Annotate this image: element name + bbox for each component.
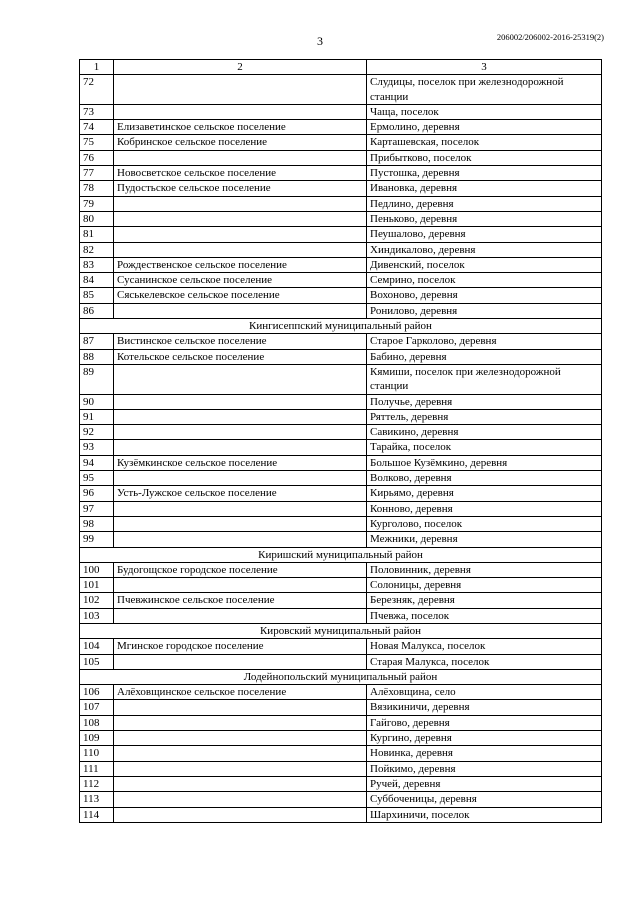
locality-name: Старая Малукса, поселок: [367, 654, 602, 669]
table-row: [80, 273, 602, 288]
settlement-municipality: [114, 654, 367, 669]
settlement-municipality: [114, 425, 367, 440]
row-number: 89: [80, 364, 114, 394]
table-row: [80, 242, 602, 257]
settlement-municipality: [114, 196, 367, 211]
settlement-municipality: Котельское сельское поселение: [114, 349, 367, 364]
settlement-municipality: [114, 532, 367, 547]
row-number: 78: [80, 181, 114, 196]
locality-name: Савикино, деревня: [367, 425, 602, 440]
row-number: 108: [80, 715, 114, 730]
table-body: [80, 75, 602, 823]
table-row: [80, 654, 602, 669]
table-row: [80, 471, 602, 486]
settlement-municipality: [114, 104, 367, 119]
header-col-1: 1: [80, 60, 114, 75]
row-number: 75: [80, 135, 114, 150]
table-row: [80, 166, 602, 181]
settlement-municipality: Пчевжинское сельское поселение: [114, 593, 367, 608]
table-row: [80, 532, 602, 547]
settlements-table: [79, 59, 602, 823]
table-row: [80, 562, 602, 577]
locality-name: Карташевская, поселок: [367, 135, 602, 150]
locality-name: Бабино, деревня: [367, 349, 602, 364]
table-row: [80, 257, 602, 272]
settlement-municipality: Будогощское городское поселение: [114, 562, 367, 577]
table-row: [80, 715, 602, 730]
locality-name: Семрино, поселок: [367, 273, 602, 288]
locality-name: Половинник, деревня: [367, 562, 602, 577]
locality-name: Новинка, деревня: [367, 746, 602, 761]
row-number: 95: [80, 471, 114, 486]
settlement-municipality: Кузёмкинское сельское поселение: [114, 455, 367, 470]
district-section-row: [80, 547, 602, 562]
table-row: [80, 486, 602, 501]
row-number: 79: [80, 196, 114, 211]
row-number: 97: [80, 501, 114, 516]
settlement-municipality: Рождественское сельское поселение: [114, 257, 367, 272]
settlement-municipality: [114, 242, 367, 257]
table-row: [80, 776, 602, 791]
row-number: 90: [80, 394, 114, 409]
settlement-municipality: [114, 75, 367, 105]
document-code: 206002/206002-2016-25319(2): [496, 32, 604, 42]
table-row: [80, 211, 602, 226]
table-row: [80, 593, 602, 608]
header-col-3: 3: [367, 60, 602, 75]
district-title: Лодейнопольский муниципальный район: [80, 669, 602, 684]
locality-name: Солоницы, деревня: [367, 578, 602, 593]
settlement-municipality: [114, 731, 367, 746]
locality-name: Ручей, деревня: [367, 776, 602, 791]
locality-name: Вязикиничи, деревня: [367, 700, 602, 715]
row-number: 76: [80, 150, 114, 165]
table-row: [80, 196, 602, 211]
locality-name: Хиндикалово, деревня: [367, 242, 602, 257]
locality-name: Ивановка, деревня: [367, 181, 602, 196]
settlement-municipality: [114, 516, 367, 531]
locality-name: Ронилово, деревня: [367, 303, 602, 318]
district-title: Кировский муниципальный район: [80, 623, 602, 638]
settlement-municipality: Елизаветинское сельское поселение: [114, 120, 367, 135]
table-row: [80, 685, 602, 700]
locality-name: Пчевжа, поселок: [367, 608, 602, 623]
settlement-municipality: [114, 211, 367, 226]
row-number: 85: [80, 288, 114, 303]
table-row: [80, 425, 602, 440]
row-number: 101: [80, 578, 114, 593]
row-number: 81: [80, 227, 114, 242]
page-number: 3: [317, 34, 323, 48]
row-number: 96: [80, 486, 114, 501]
settlement-municipality: [114, 303, 367, 318]
settlement-municipality: Алёховщинское сельское поселение: [114, 685, 367, 700]
settlement-municipality: [114, 807, 367, 822]
row-number: 112: [80, 776, 114, 791]
settlement-municipality: [114, 746, 367, 761]
district-section-row: [80, 623, 602, 638]
locality-name: Прибытково, поселок: [367, 150, 602, 165]
district-section-row: [80, 669, 602, 684]
table-row: [80, 516, 602, 531]
table-row: [80, 150, 602, 165]
locality-name: Вохоново, деревня: [367, 288, 602, 303]
row-number: 111: [80, 761, 114, 776]
table-row: [80, 639, 602, 654]
settlement-municipality: [114, 792, 367, 807]
header-col-2: 2: [114, 60, 367, 75]
table-row: [80, 501, 602, 516]
settlement-municipality: [114, 761, 367, 776]
locality-name: Гайгово, деревня: [367, 715, 602, 730]
table-row: [80, 746, 602, 761]
district-title: Киришский муниципальный район: [80, 547, 602, 562]
locality-name: Суббоченицы, деревня: [367, 792, 602, 807]
locality-name: Новая Малукса, поселок: [367, 639, 602, 654]
settlement-municipality: [114, 409, 367, 424]
locality-name: Кирьямо, деревня: [367, 486, 602, 501]
row-number: 83: [80, 257, 114, 272]
locality-name: Пустошка, деревня: [367, 166, 602, 181]
table-row: [80, 104, 602, 119]
settlement-municipality: Мгинское городское поселение: [114, 639, 367, 654]
row-number: 99: [80, 532, 114, 547]
row-number: 86: [80, 303, 114, 318]
settlement-municipality: Усть-Лужское сельское поселение: [114, 486, 367, 501]
table-row: [80, 394, 602, 409]
row-number: 88: [80, 349, 114, 364]
row-number: 93: [80, 440, 114, 455]
table-row: [80, 349, 602, 364]
locality-name: Слудицы, поселок при железнодорожной станции: [367, 75, 602, 105]
settlement-municipality: [114, 471, 367, 486]
row-number: 82: [80, 242, 114, 257]
table-row: [80, 440, 602, 455]
locality-name: Волково, деревня: [367, 471, 602, 486]
locality-name: Педлино, деревня: [367, 196, 602, 211]
locality-name: Чаща, поселок: [367, 104, 602, 119]
locality-name: Дивенский, поселок: [367, 257, 602, 272]
header-row: [80, 60, 602, 75]
locality-name: Пеушалово, деревня: [367, 227, 602, 242]
settlement-municipality: [114, 578, 367, 593]
locality-name: Кямиши, поселок при железнодорожной станции: [367, 364, 602, 394]
row-number: 84: [80, 273, 114, 288]
row-number: 74: [80, 120, 114, 135]
settlement-municipality: Кобринское сельское поселение: [114, 135, 367, 150]
settlement-municipality: [114, 700, 367, 715]
locality-name: Межники, деревня: [367, 532, 602, 547]
row-number: 87: [80, 334, 114, 349]
row-number: 106: [80, 685, 114, 700]
row-number: 110: [80, 746, 114, 761]
locality-name: Пойкимо, деревня: [367, 761, 602, 776]
row-number: 114: [80, 807, 114, 822]
table-row: [80, 135, 602, 150]
district-title: Кингисеппский муниципальный район: [80, 319, 602, 334]
locality-name: Старое Гарколово, деревня: [367, 334, 602, 349]
row-number: 102: [80, 593, 114, 608]
locality-name: Ермолино, деревня: [367, 120, 602, 135]
table-row: [80, 608, 602, 623]
settlement-municipality: Пудостьское сельское поселение: [114, 181, 367, 196]
row-number: 100: [80, 562, 114, 577]
row-number: 103: [80, 608, 114, 623]
settlement-municipality: Новосветское сельское поселение: [114, 166, 367, 181]
row-number: 73: [80, 104, 114, 119]
row-number: 107: [80, 700, 114, 715]
settlement-municipality: [114, 608, 367, 623]
table-row: [80, 792, 602, 807]
settlement-municipality: [114, 501, 367, 516]
table-row: [80, 364, 602, 394]
table-row: [80, 807, 602, 822]
row-number: 105: [80, 654, 114, 669]
locality-name: Курголово, поселок: [367, 516, 602, 531]
row-number: 91: [80, 409, 114, 424]
row-number: 92: [80, 425, 114, 440]
table-row: [80, 303, 602, 318]
district-section-row: [80, 319, 602, 334]
row-number: 77: [80, 166, 114, 181]
settlement-municipality: [114, 440, 367, 455]
locality-name: Алёховщина, село: [367, 685, 602, 700]
locality-name: Шархиничи, поселок: [367, 807, 602, 822]
table-row: [80, 578, 602, 593]
locality-name: Ряттель, деревня: [367, 409, 602, 424]
table-row: [80, 761, 602, 776]
settlement-municipality: [114, 150, 367, 165]
table-row: [80, 75, 602, 105]
locality-name: Пеньково, деревня: [367, 211, 602, 226]
row-number: 98: [80, 516, 114, 531]
locality-name: Березняк, деревня: [367, 593, 602, 608]
row-number: 113: [80, 792, 114, 807]
table-row: [80, 334, 602, 349]
table-row: [80, 181, 602, 196]
table-row: [80, 455, 602, 470]
row-number: 94: [80, 455, 114, 470]
settlement-municipality: [114, 715, 367, 730]
table-row: [80, 227, 602, 242]
locality-name: Конново, деревня: [367, 501, 602, 516]
settlement-municipality: Вистинское сельское поселение: [114, 334, 367, 349]
locality-name: Большое Кузёмкино, деревня: [367, 455, 602, 470]
locality-name: Получье, деревня: [367, 394, 602, 409]
locality-name: Тарайка, поселок: [367, 440, 602, 455]
settlement-municipality: Сусанинское сельское поселение: [114, 273, 367, 288]
row-number: 72: [80, 75, 114, 105]
table-row: [80, 288, 602, 303]
row-number: 104: [80, 639, 114, 654]
table-row: [80, 731, 602, 746]
settlement-municipality: [114, 776, 367, 791]
table-row: [80, 120, 602, 135]
settlement-municipality: Сяськелевское сельское поселение: [114, 288, 367, 303]
locality-name: Кургино, деревня: [367, 731, 602, 746]
settlement-municipality: [114, 364, 367, 394]
settlement-municipality: [114, 394, 367, 409]
settlement-municipality: [114, 227, 367, 242]
table-row: [80, 409, 602, 424]
table-row: [80, 700, 602, 715]
row-number: 80: [80, 211, 114, 226]
row-number: 109: [80, 731, 114, 746]
